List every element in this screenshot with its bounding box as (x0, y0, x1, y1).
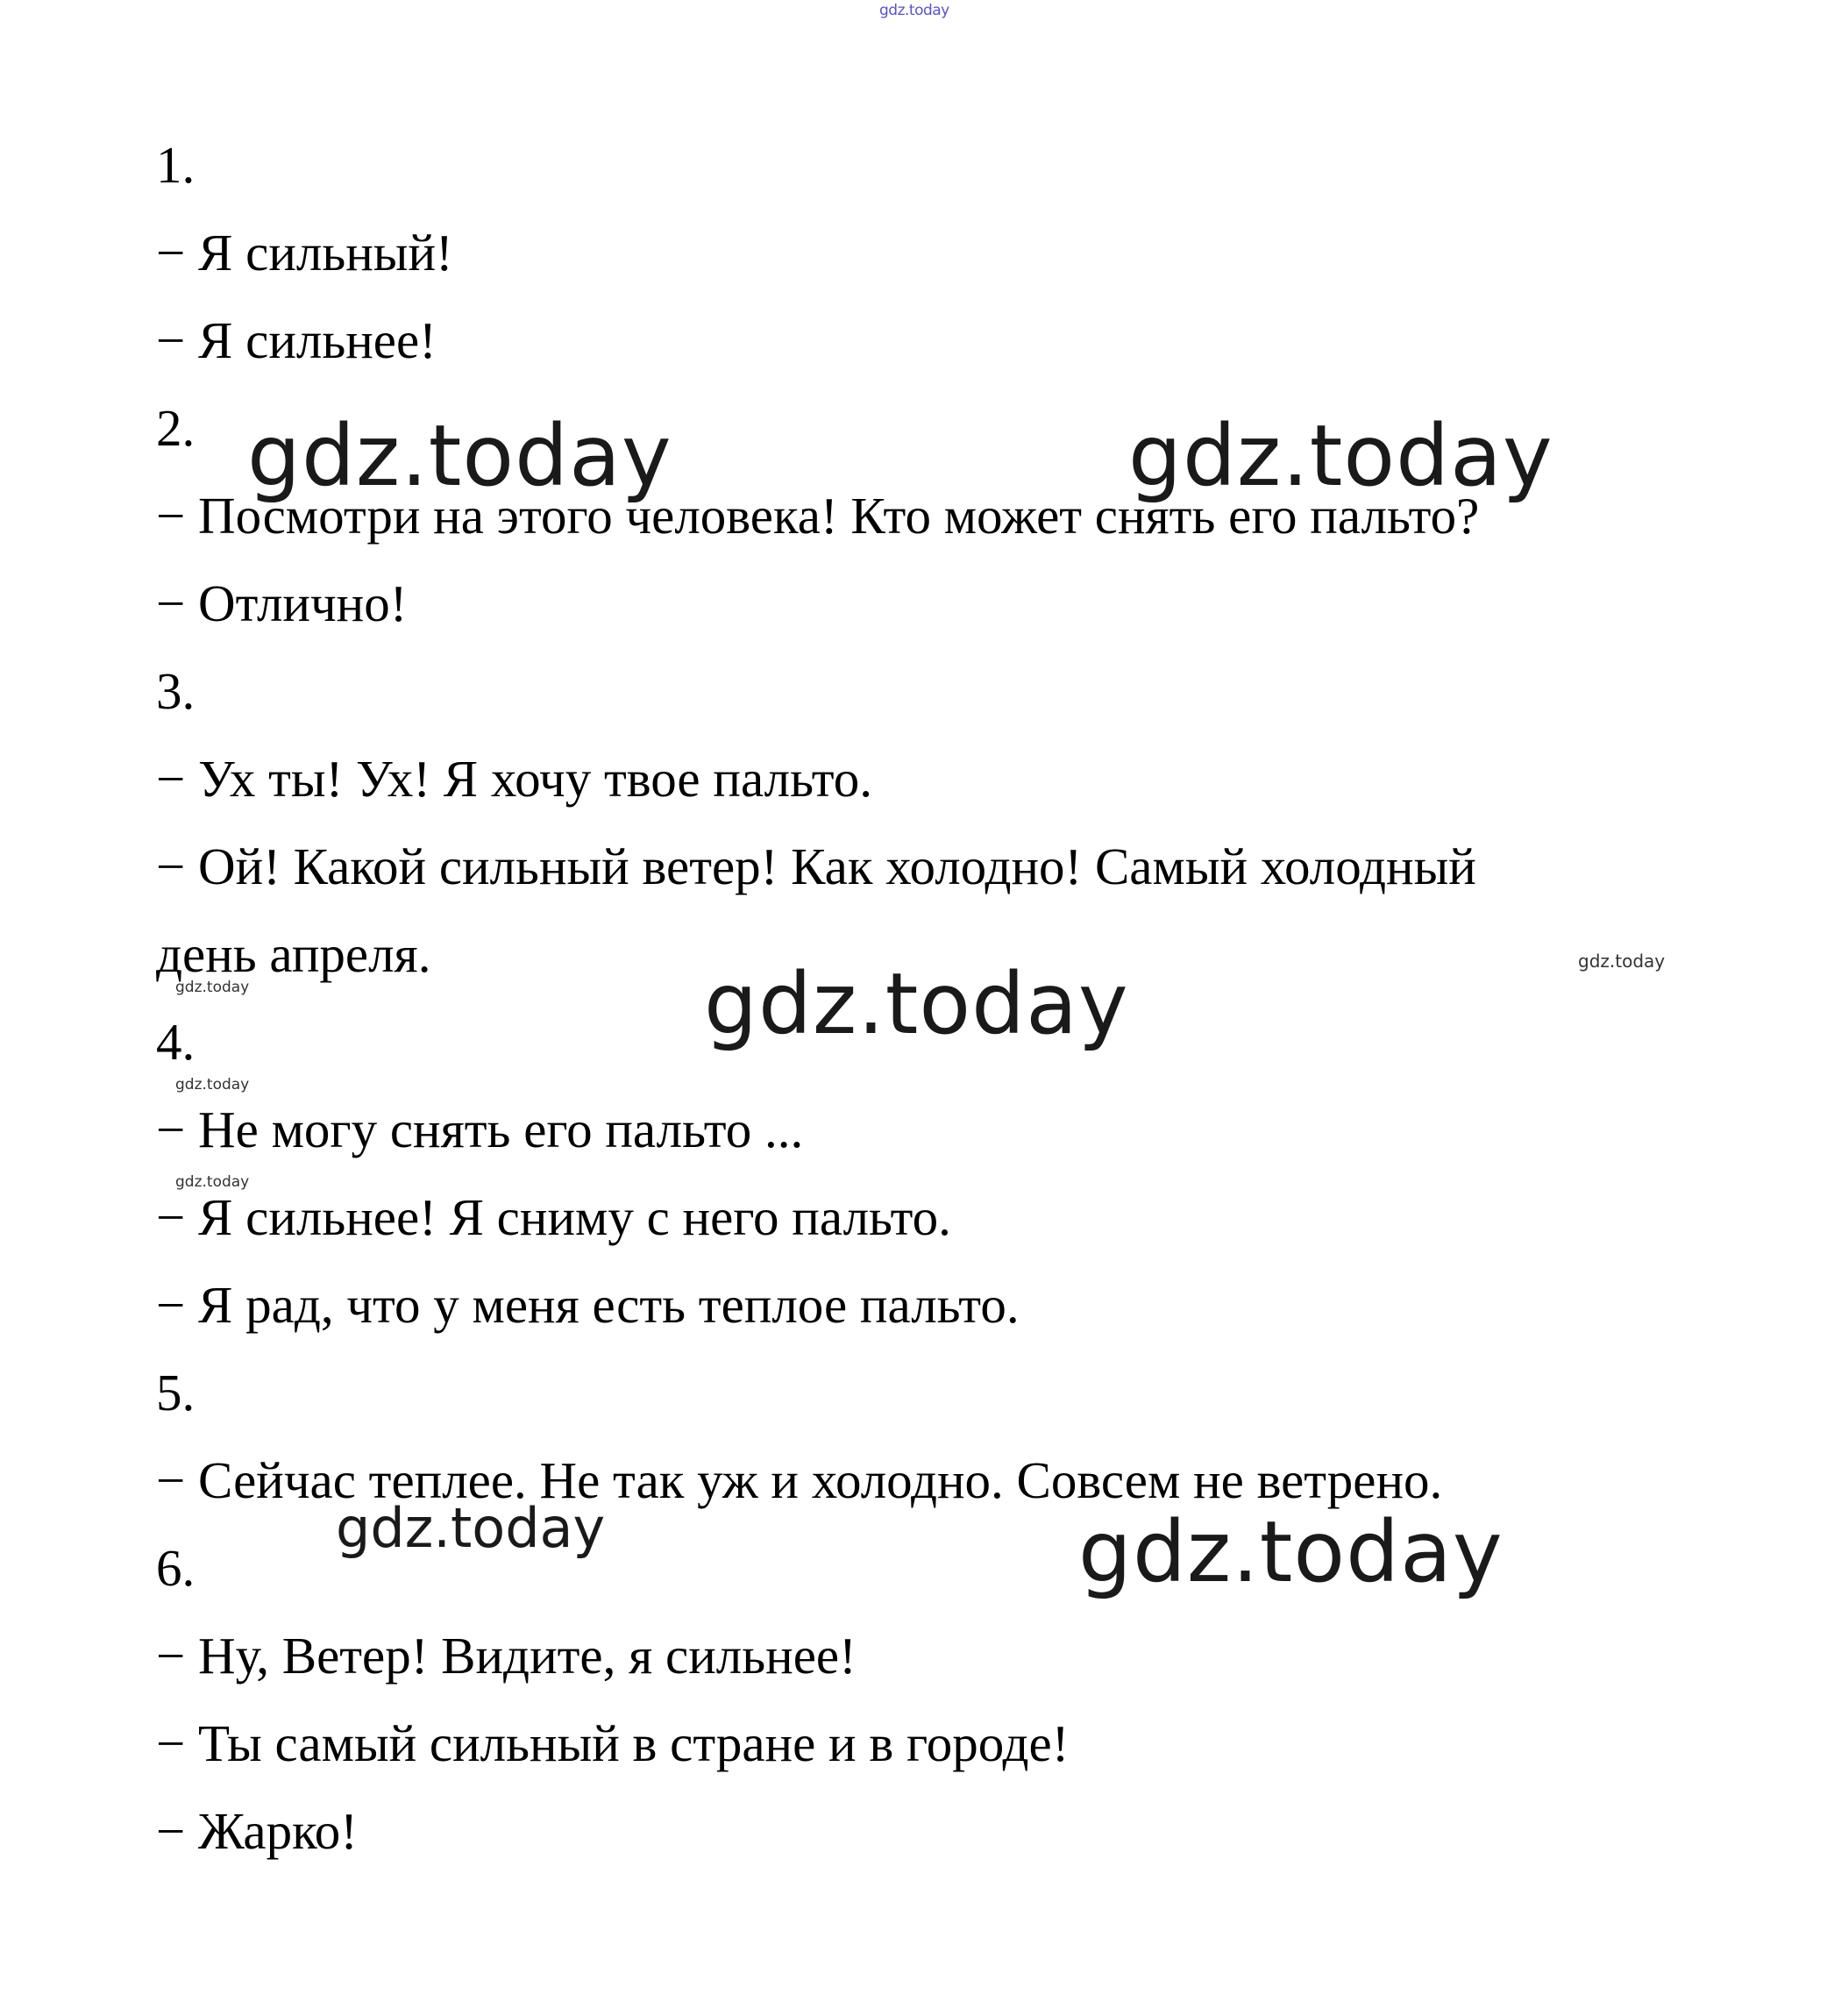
section-number-1: 1. (156, 136, 195, 194)
dialogue-line: − Ты самый сильный в стране и в городе! (156, 1714, 1070, 1772)
dialogue-line: − Я рад, что у меня есть теплое пальто. (156, 1276, 1020, 1334)
section-number-6: 6. (156, 1539, 195, 1597)
dialogue-line: − Жарко! (156, 1802, 358, 1860)
watermark-small: gdz.today (1578, 951, 1666, 972)
watermark-small: gdz.today (175, 1173, 250, 1191)
section-number-4: 4. (156, 1013, 195, 1071)
dialogue-line: − Я сильный! (156, 224, 453, 281)
dialogue-line: − Отлично! (156, 574, 408, 632)
watermark-small: gdz.today (175, 979, 250, 996)
watermark-large: gdz.today (1078, 1503, 1504, 1601)
dialogue-line-continuation: день апреля. (156, 925, 431, 983)
dialogue-line: − Я сильнее! Я сниму с него пальто. (156, 1188, 951, 1246)
section-number-3: 3. (156, 662, 195, 720)
dialogue-line: − Не могу снять его пальто ... (156, 1101, 804, 1158)
dialogue-line: − Ух ты! Ух! Я хочу твое пальто. (156, 750, 873, 808)
dialogue-line: − Ой! Какой сильный ветер! Как холодно! Самый холодный (156, 837, 1476, 895)
section-number-2: 2. (156, 399, 195, 457)
watermark-large: gdz.today (247, 407, 672, 505)
dialogue-line: − Я сильнее! (156, 311, 437, 369)
dialogue-line: − Посмотри на этого человека! Кто может снять его пальто? (156, 487, 1480, 545)
section-number-5: 5. (156, 1364, 195, 1421)
dialogue-line: − Сейчас теплее. Не так уж и холодно. Совсем не ветрено. (156, 1451, 1443, 1509)
watermark-small: gdz.today (175, 1076, 250, 1093)
watermark-large: gdz.today (1128, 407, 1553, 505)
watermark-large: gdz.today (704, 955, 1129, 1053)
watermark-medium: gdz.today (336, 1496, 606, 1560)
site-mark: gdz.today (879, 2, 949, 19)
dialogue-line: − Ну, Ветер! Видите, я сильнее! (156, 1627, 857, 1685)
